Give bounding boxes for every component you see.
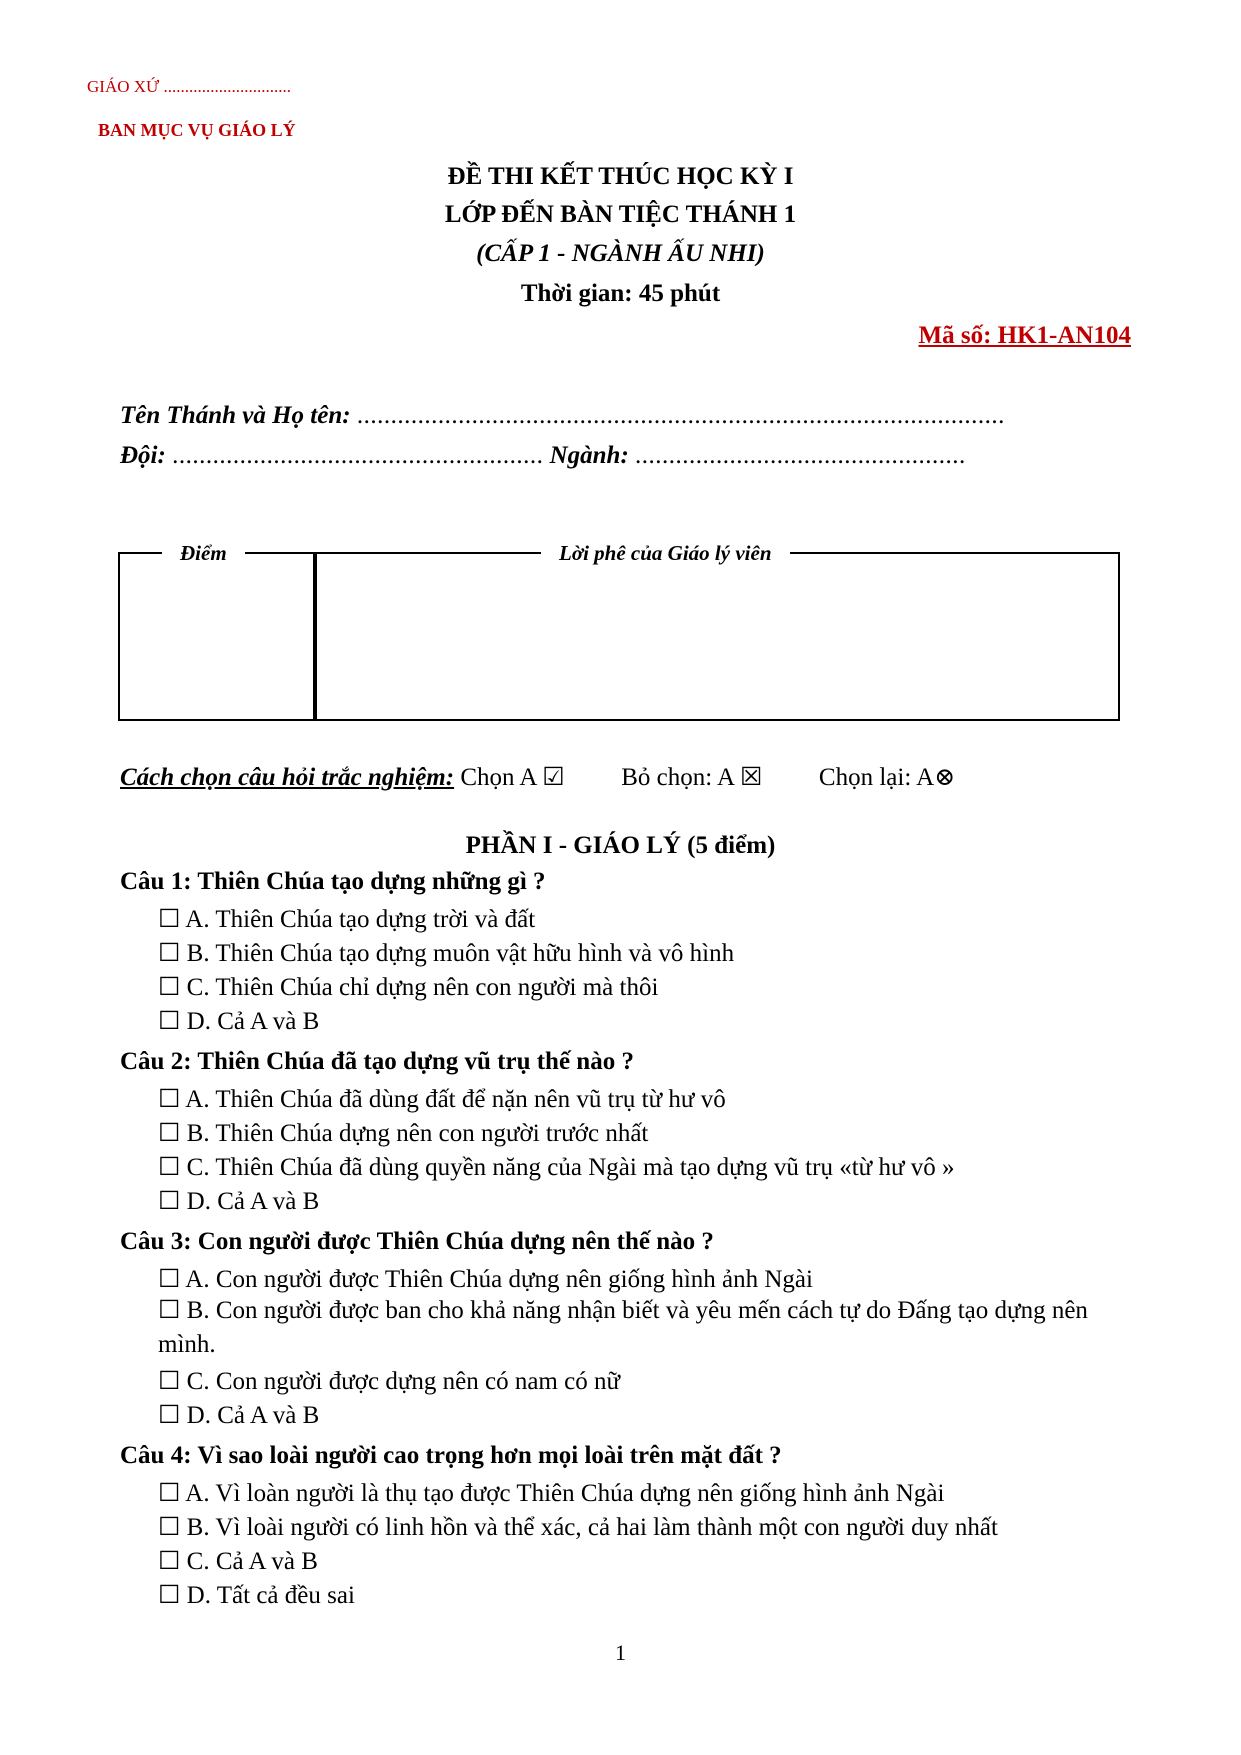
exam-code: Mã số: HK1-AN104 [918,322,1131,349]
question-4: Câu 4: Vì sao loài người cao trọng hơn mọi loài trên mặt đất ? [120,1442,782,1469]
question-1-option-a[interactable]: ☐ A. Thiên Chúa tạo dựng trời và đất [158,906,536,933]
level-title: (CẤP 1 - NGÀNH ẤU NHI) [476,240,765,267]
answer-legend [120,762,955,792]
question-4-option-c[interactable]: ☐ C. Cả A và B [158,1548,318,1575]
question-2-option-b[interactable]: ☐ B. Thiên Chúa dựng nên con người trước nhất [158,1120,649,1147]
branch-dots: ................................................. [635,442,966,469]
question-2: Câu 2: Thiên Chúa đã tạo dựng vũ trụ thế nào ? [120,1048,634,1075]
question-1-option-d[interactable]: ☐ D. Cả A và B [158,1008,320,1035]
duration-label: Thời gian: 45 phút [520,280,721,307]
comment-label: Lời phê của Giáo lý viên [541,541,790,566]
question-4-option-d[interactable]: ☐ D. Tất cả đều sai [158,1582,355,1609]
question-3-option-d[interactable]: ☐ D. Cả A và B [158,1402,320,1429]
team-dots: ....................................................... [172,442,544,469]
legend-choose: Chọn A ☑ [460,764,565,791]
question-1: Câu 1: Thiên Chúa tạo dựng những gì ? [120,868,546,895]
name-dots: ................................................................................................ [356,402,1005,429]
question-2-option-c[interactable]: ☐ C. Thiên Chúa đã dùng quyền năng của Ngài mà tạo dựng vũ trụ «từ hư vô » [158,1154,955,1181]
question-3-option-b[interactable]: ☐ B. Con người được ban cho khả năng nhận biết và yêu mến cách tự do Đấng tạo dựng nên mình. [158,1297,1088,1358]
question-2-option-d[interactable]: ☐ D. Cả A và B [158,1188,320,1215]
department-label: BAN MỤC VỤ GIÁO LÝ [98,120,296,140]
score-box[interactable] [118,541,317,721]
question-1-option-c[interactable]: ☐ C. Thiên Chúa chỉ dựng nên con người mà thôi [158,974,659,1001]
exam-title: ĐỀ THI KẾT THÚC HỌC KỲ I [447,163,794,190]
section-title: PHẦN I - GIÁO LÝ (5 điểm) [465,832,776,859]
question-3-option-a[interactable]: ☐ A. Con người được Thiên Chúa dựng nên giống hình ảnh Ngài [158,1266,813,1293]
team-label: Đội: [120,442,166,469]
question-4-option-a[interactable]: ☐ A. Vì loàn người là thụ tạo được Thiên Chúa dựng nên giống hình ảnh Ngài [158,1480,945,1507]
question-2-option-a[interactable]: ☐ A. Thiên Chúa đã dùng đất để nặn nên vũ trụ từ hư vô [158,1086,726,1113]
team-branch-field[interactable] [120,442,966,470]
question-3-option-c[interactable]: ☐ C. Con người được dựng nên có nam có nữ [158,1368,621,1395]
comment-box[interactable] [313,541,1120,721]
question-1-option-b[interactable]: ☐ B. Thiên Chúa tạo dựng muôn vật hữu hình và vô hình [158,940,735,967]
legend-label: Cách chọn câu hỏi trắc nghiệm: [120,764,455,791]
branch-label: Ngành: [549,442,629,469]
legend-unchoose: Bỏ chọn: A ☒ [621,764,763,791]
legend-rechoose: Chọn lại: A⊗ [818,764,956,791]
page-number: 1 [615,1640,626,1665]
name-field[interactable] [120,402,1005,430]
question-4-option-b[interactable]: ☐ B. Vì loài người có linh hồn và thể xác, cả hai làm thành một con người duy nhất [158,1514,998,1541]
score-label: Điểm [162,541,245,566]
class-title: LỚP ĐẾN BÀN TIỆC THÁNH 1 [444,201,797,228]
name-label: Tên Thánh và Họ tên: [120,402,351,429]
parish-label: GIÁO XỨ .............................. [87,77,291,96]
question-3: Câu 3: Con người được Thiên Chúa dựng nên thế nào ? [120,1228,714,1255]
